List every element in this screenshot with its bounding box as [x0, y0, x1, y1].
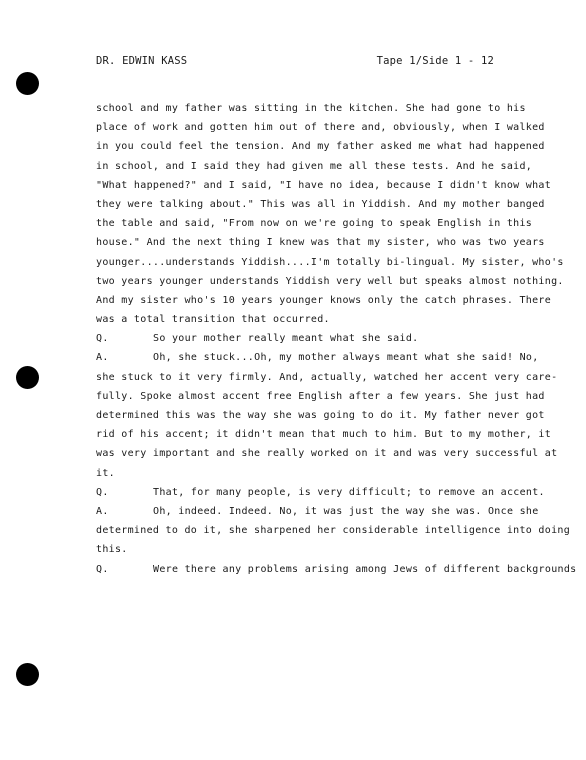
transcript-line: [96, 214, 533, 233]
line-text: in school, and I said they had given me all these tests. And he said,: [96, 160, 533, 172]
line-text: "What happened?" and I said, "I have no idea, because I didn't know what: [96, 179, 552, 191]
interviewee-name: DR. EDWIN KASS: [96, 55, 188, 67]
transcript-line: [96, 272, 564, 291]
speaker-label: A.: [96, 352, 109, 364]
line-text: house." And the next thing I knew was that my sister, who was two years: [96, 237, 545, 249]
line-text: determined this was the way she was going to do it. My father never got: [96, 410, 545, 421]
line-text: in you could feel the tension. And my father asked me what had happened: [96, 141, 545, 153]
binder-hole-middle: [16, 366, 39, 389]
line-text: And my sister who's 10 years younger knows only the catch phrases. There: [96, 294, 552, 306]
line-text: it.: [96, 467, 115, 479]
transcript-line: [96, 195, 545, 214]
line-text: fully. Spoke almost accent free English after a few years. She just had: [96, 390, 545, 402]
binder-hole-top: [16, 72, 39, 95]
transcript-line: [96, 387, 545, 406]
tape-side-page: Tape 1/Side 1 - 12: [376, 55, 494, 67]
transcript-line: [96, 444, 558, 463]
line-text: they were talking about." This was all in Yiddish. And my mother banged: [96, 198, 545, 210]
transcript-line-speaker: [96, 483, 545, 502]
speaker-label: Q.: [96, 333, 109, 345]
speaker-label: Q.: [96, 563, 109, 575]
line-text: was a total transition that occurred.: [96, 314, 330, 326]
line-text: the table and said, "From now on we're going to speak English in this: [96, 218, 533, 230]
transcript-line: [96, 118, 545, 137]
line-text: was very important and she really worked on it and was very successful at: [96, 448, 558, 460]
transcript-line-speaker: [96, 560, 577, 579]
transcript-line: [96, 253, 564, 272]
transcript-line: [96, 176, 552, 195]
line-text: Oh, indeed. Indeed. No, it was just the way she was. Once she: [153, 505, 539, 517]
line-text: this.: [96, 544, 128, 556]
transcript-line: [96, 310, 526, 329]
line-text: That, for many people, is very difficult; to remove an accent.: [153, 486, 545, 498]
transcript-line: [96, 406, 545, 425]
line-text: So your mother really meant what she said.: [153, 333, 419, 345]
transcript-line: [96, 425, 552, 444]
line-text: Were there any problems arising among Jews of different backgrounds: [153, 563, 577, 575]
transcript-body: [96, 99, 577, 579]
transcript-line: [96, 368, 558, 387]
line-text: determined to do it, she sharpened her considerable intelligence into doing: [96, 525, 571, 537]
line-text: Oh, she stuck...Oh, my mother always meant what she said! No,: [153, 352, 539, 364]
line-text: school and my father was sitting in the kitchen. She had gone to his: [96, 103, 526, 114]
transcript-line: [96, 99, 526, 118]
transcript-line-speaker: [96, 348, 539, 367]
line-text: younger....understands Yiddish....I'm totally bi-lingual. My sister, who's: [96, 256, 564, 268]
line-text: she stuck to it very firmly. And, actually, watched her accent very care-: [96, 371, 558, 383]
transcript-line: [96, 521, 571, 540]
line-text: two years younger understands Yiddish very well but speaks almost nothing.: [96, 275, 564, 287]
speaker-label: A.: [96, 505, 109, 517]
transcript-line: [96, 137, 545, 156]
line-text: rid of his accent; it didn't mean that much to him. But to my mother, it: [96, 429, 552, 441]
transcript-line: [96, 291, 552, 310]
speaker-label: Q.: [96, 486, 109, 498]
binder-hole-bottom: [16, 663, 39, 686]
transcript-line: [96, 233, 545, 252]
line-text: place of work and gotten him out of there and, obviously, when I walked: [96, 122, 545, 134]
transcript-line-speaker: [96, 329, 526, 348]
transcript-line: [96, 540, 526, 559]
transcript-line-speaker: [96, 502, 539, 521]
transcript-line: [96, 464, 526, 483]
transcript-line: [96, 157, 533, 176]
